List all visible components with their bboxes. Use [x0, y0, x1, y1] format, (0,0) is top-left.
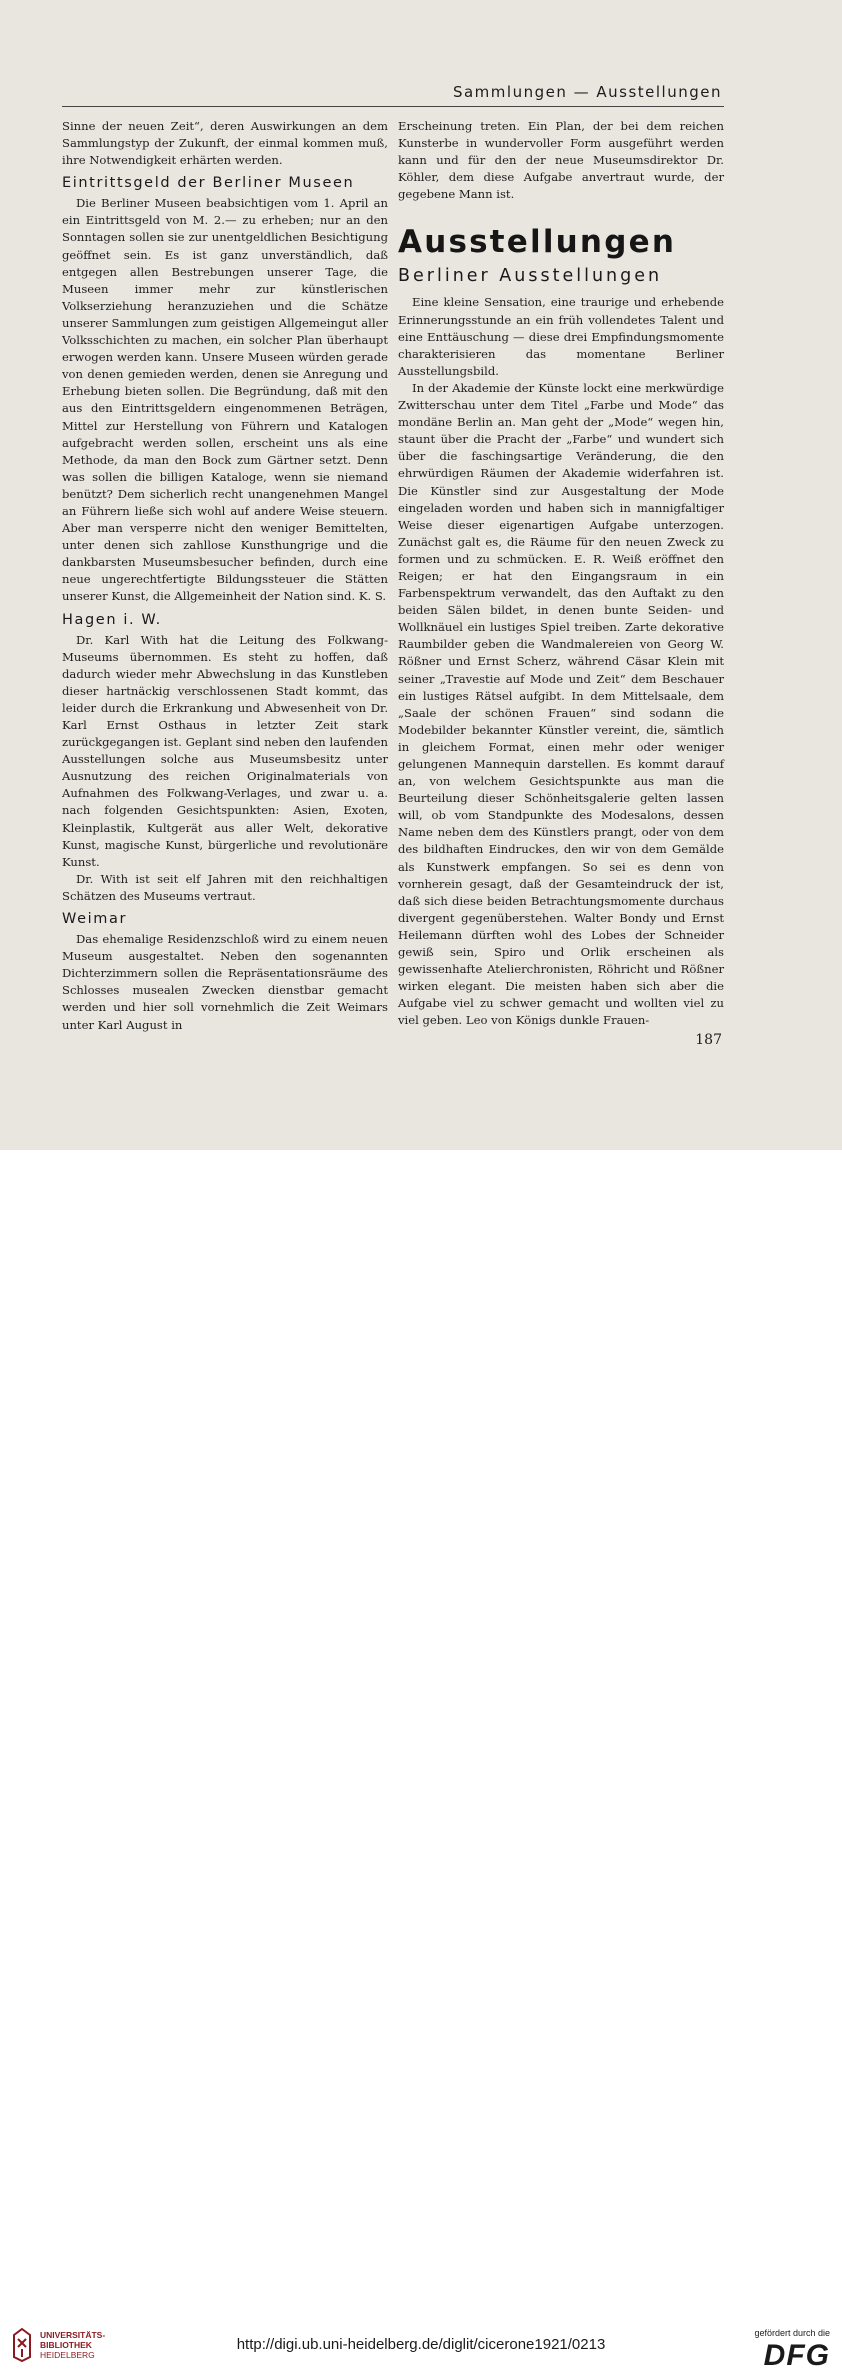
intro-paragraph: Sinne der neuen Zeit“, deren Auswirkungen an dem Sammlungstyp der Zukunft, der einmal kommen muß, ihre Notwendigkeit erhärten werden. [62, 119, 388, 168]
funded-by-label: gefördert durch die [754, 2328, 830, 2338]
continuation-paragraph: Erscheinung treten. Ein Plan, der bei dem reichen Kunsterbe in wundervoller Form ausgeführt werden kann und für den der neue Museumsdirektor Dr. Köhler, dem diese Aufgabe anvertraut wurde, der gegebene Mann ist. [398, 119, 724, 202]
sub-heading-berliner-ausstellungen: Berliner Ausstellungen [398, 266, 663, 287]
section-heading-hagen: Hagen i. W. [62, 611, 162, 628]
section-heading-eintrittsgeld: Eintrittsgeld der Berliner Museen [62, 175, 355, 192]
header-rule [62, 106, 724, 107]
paragraph-berlin-1: Eine kleine Sensation, eine traurige und erhebende Erinnerungsstunde an ein früh vollendetes Talent und eine Enttäuschung — diese drei Empfindungsmomente charakterisieren das momentane Berliner Ausstellungsbild. [398, 295, 724, 378]
paragraph-weimar: Das ehemalige Residenzschloß wird zu einem neuen Museum ausgestaltet. Neben den sogenannten Dichterzimmern sollen die Repräsentationsräume des Schlosses musealen Zwecken dienstbar gemacht werden und hier soll vornehmlich die Zeit Weimars unter Karl August in [62, 932, 388, 1032]
right-column [398, 118, 724, 1030]
library-line-1: UNIVERSITÄTS- [40, 2330, 106, 2340]
running-header: Sammlungen — Ausstellungen [452, 83, 722, 101]
left-column [62, 118, 388, 1034]
library-line-2: BIBLIOTHEK [40, 2340, 92, 2350]
paragraph-hagen-1: Dr. Karl With hat die Leitung des Folkwang-Museums übernommen. Es steht zu hoffen, daß dadurch wieder mehr Abwechslung in das Kunstleben dieser hartnäckig verschlossenen Stadt kommt, das leider durch die Erkrankung und Abwesenheit von Dr. Karl Ernst Osthaus in letzter Zeit stark zurückgegangen ist. Geplant sind neben den laufenden Ausstellungen solche aus Museumsbesitz unter Ausnutzung des reichen Originalmaterials von Aufnahmen des Folkwang-Verlages, und zwar u. a. nach folgenden Gesichtspunkten: Asien, Exoten, Kleinplastik, Kultgerät aus aller Welt, dekorative Kunst, magische Kunst, bürgerliche und revolutionäre Kunst. [62, 632, 388, 869]
paragraph-hagen-2: Dr. With ist seit elf Jahren mit den reichhaltigen Schätzen des Museums vertraut. [62, 871, 388, 903]
library-line-3: HEIDELBERG [40, 2350, 95, 2360]
paragraph-eintrittsgeld: Die Berliner Museen beabsichtigen vom 1. April an ein Eintrittsgeld von M. 2.— zu erheben; nur an den Sonntagen sollen sie zur unentgeldlichen Besichtigung geöffnet sein. Es ist ganz unverständlich, daß entgegen allen Bestrebungen unserer Tage, die Museen immer mehr zur künstlerischen Volkserziehung heranzuziehen und die Schätze unserer Sammlungen zum geistigen Allgemeingut aller Volksschichten zu machen, ein solcher Plan überhaupt erwogen werden kann. Unsere Museen würden gerade von denen gemieden werden, denen sie Anregung und Erhebung bieten sollen. Die Begründung, daß mit den aus den Eintrittsgeldern eingenommenen Beträgen, Mittel zur Herstellung von Führern und Katalogen aufgebracht werden sollen, erscheint uns als eine Methode, da man den Bock zum Gärtner setzt. Denn was sollen die billigen Kataloge, wenn sie niemand benützt? Dem sicherlich recht unangenehmen Mangel an Führern ließe sich wohl auf andere Weise steuern. Aber man versperre nicht den weniger Bemittelten, unter denen sich zahllose Kunsthungrige und die dankbarsten Museumsbesucher befinden, durch eine neue ungerechtfertigte Bildungssteuer die Stätten unserer Kunst, die Allgemeinheit der Nation sind. K. S. [62, 196, 388, 604]
main-heading-ausstellungen: Ausstellungen [398, 224, 677, 261]
paragraph-berlin-2: In der Akademie der Künste lockt eine merkwürdige Zwitterschau unter dem Titel „Farbe und Mode“ das mondäne Berlin an. Man geht der „Mode“ wegen hin, staunt über die Pracht der „Farbe“ und wundert sich über die faschingsartige Veränderung, die den ehrwürdigen Räumen der Akademie widerfahren ist. Die Künstler sind zur Ausgestaltung der Mode eingeladen worden und haben sich in mannigfaltiger Weise dieser eigenartigen Aufgabe unterzogen. Zunächst galt es, die Räume für den neuen Zweck zu formen und zu schmücken. E. R. Weiß eröffnet den Reigen; er hat den Eingangsraum in ein Farbenspektrum verwandelt, das den Auftakt zu den beiden Sälen bildet, in denen bunte Seiden- und Wollknäuel ein lustiges Spiel treiben. Zarte dekorative Raumbilder geben die Wandmalereien von Georg W. Rößner und Ernst Scherz, während Cäsar Klein mit seiner „Travestie auf Mode und Zeit“ dem Beschauer ein lustiges Rätsel aufgibt. In dem Mittelsaale, dem „Saale der schönen Frauen“ sind sodann die Modebilder bekannter Künstler vereint, die, sämtlich in gleichem Format, einen mehr oder weniger gelungenen Mannequin darstellen. Es kommt darauf an, von welchem Gesichtspunkte aus man die Beurteilung dieser Schönheitsgalerie gelten lassen will, ob vom Standpunkte des Modesalons, dessen Name neben dem des Künstlers prangt, oder von dem des bildhaften Eindruckes, den wir von dem Gemälde als Kunstwerk empfangen. So sei es denn von vornherein gesagt, daß der Gesamteindruck der ist, daß sich diese beiden Betrachtungsmomente durchaus divergent gegenüberstehen. Walter Bondy und Ernst Heilemann dürften wohl des Lobes der Schneider gewiß sein, Spiro und Orlik erscheinen als gewissenhafte Atelierchronisten, Röhricht und Rößner wirken elegant. Die meisten haben sich aber die Aufgabe viel zu schwer gemacht und wollten viel zu viel geben. Leo von Königs dunkle Frauen- [398, 380, 724, 1028]
page-number: 187 [695, 1032, 722, 1048]
dfg-logo: DFG [763, 2339, 830, 2372]
scanned-page [0, 0, 842, 1150]
section-heading-weimar: Weimar [62, 911, 128, 928]
source-url-link[interactable]: http://digi.ub.uni-heidelberg.de/diglit/cicerone1921/0213 [236, 2336, 606, 2353]
footer-bar [0, 1150, 842, 2372]
